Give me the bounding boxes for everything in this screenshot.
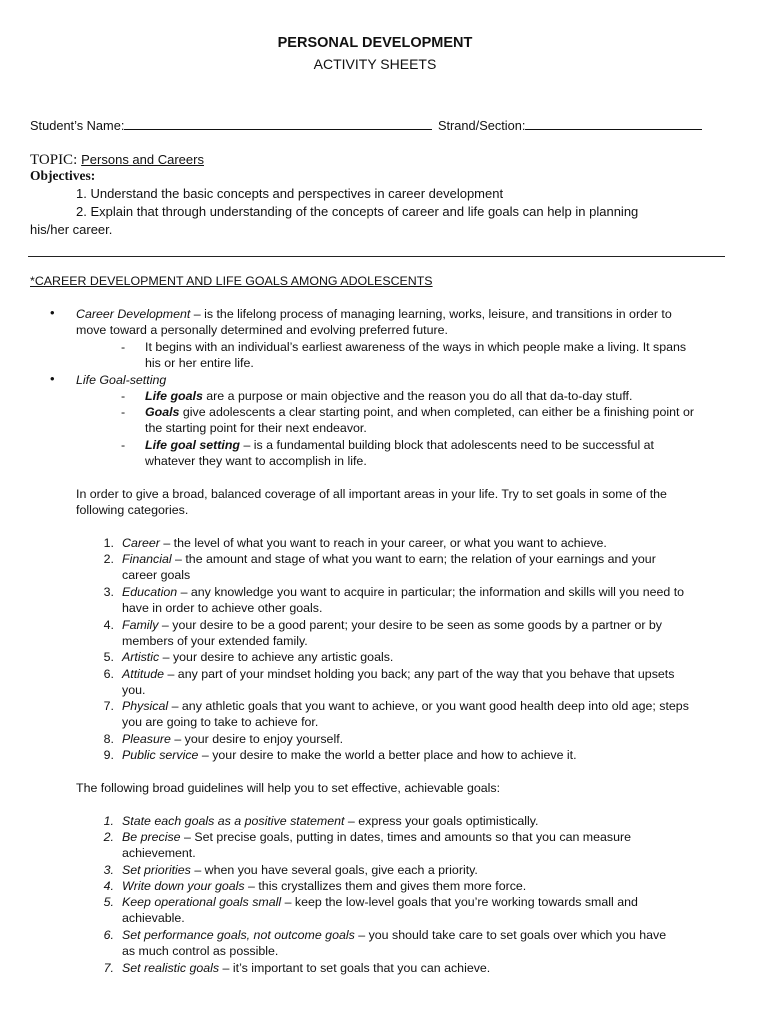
life-goals-line	[145, 388, 632, 404]
list-item-text: – express your goals optimistically.	[344, 814, 539, 828]
objective-1	[30, 185, 725, 203]
list-item	[122, 927, 666, 943]
list-item-term: Set priorities	[122, 863, 191, 877]
dash-icon: -	[121, 389, 126, 403]
list-item-number: 5.	[103, 895, 114, 909]
objective-2-line1	[30, 203, 725, 221]
list-item-number: 4.	[103, 618, 114, 632]
strand-section-label: Strand/Section:	[437, 118, 526, 133]
list-item	[122, 666, 674, 682]
list-item-text: – the amount and stage of what you want to earn; the relation of your earnings and your	[171, 552, 656, 566]
section-heading: *CAREER DEVELOPMENT AND LIFE GOALS AMONG ADOLESCENTS	[30, 274, 433, 288]
goals-text: give adolescents a clear starting point, and when completed, can either be a finishing point or	[179, 405, 694, 419]
list-item-number: 1.	[103, 814, 114, 828]
list-item-term: Career	[122, 536, 160, 550]
list-item-continuation: achievement.	[122, 846, 196, 860]
list-item-text: – your desire to enjoy yourself.	[170, 732, 344, 746]
life-goal-setting-term	[76, 372, 166, 388]
student-info-line	[30, 117, 730, 134]
list-item	[122, 747, 577, 763]
career-development-text: – is the lifelong process of managing learning, works, leisure, and transitions in order to	[190, 307, 672, 321]
list-item-term: Public service	[122, 748, 199, 762]
life-goal-setting-line2: whatever they want to accomplish in life.	[145, 454, 367, 468]
objective-1-text: 1. Understand the basic concepts and perspectives in career development	[76, 186, 504, 201]
list-item-term: Physical	[122, 699, 169, 713]
life-goal-setting-line1	[145, 437, 654, 453]
list-item	[122, 698, 689, 714]
list-item	[122, 862, 478, 878]
topic-line	[30, 151, 204, 168]
list-item-term: Financial	[122, 552, 172, 566]
list-item-number: 2.	[103, 830, 114, 844]
life-goal-setting-sub-term: Life goal setting	[145, 438, 240, 452]
career-development-line2: move toward a personally determined and evolving preferred future.	[76, 323, 448, 337]
career-development-term: Career Development	[76, 307, 191, 321]
list-item-term: Keep operational goals small	[122, 895, 282, 909]
list-item-number: 3.	[103, 863, 114, 877]
goals-line2: the starting point for their next endeavor.	[145, 421, 367, 435]
bullet-icon: •	[50, 371, 55, 386]
list-item-number: 4.	[103, 879, 114, 893]
list-item-text: – any part of your mindset holding you back; any part of the way that you behave that upsets	[164, 667, 675, 681]
list-item-number: 9.	[103, 748, 114, 762]
list-item	[122, 584, 684, 600]
list-item-number: 7.	[103, 699, 114, 713]
career-development-line1	[76, 306, 672, 322]
list-item-text: – your desire to achieve any artistic goals.	[159, 650, 394, 664]
dash-icon: -	[121, 405, 126, 419]
horizontal-rule	[28, 256, 725, 257]
goals-line1	[145, 404, 694, 420]
student-name-label: Student’s Name:	[30, 118, 125, 133]
list-item-text: – this crystallizes them and gives them more force.	[244, 879, 527, 893]
list-item	[122, 960, 490, 976]
list-item-continuation: you are going to take to achieve for.	[122, 715, 319, 729]
document-subtitle: ACTIVITY SHEETS	[313, 56, 437, 72]
list-item-number: 6.	[103, 667, 114, 681]
career-sub1-line1: It begins with an individual’s earliest awareness of the ways in which people make a living. It spans	[145, 340, 687, 354]
list-item-text: – your desire to be a good parent; your desire to be seen as some goods by a partner or by	[158, 618, 662, 632]
dash-icon: -	[121, 340, 126, 354]
objective-2-text: 2. Explain that through understanding of the concepts of career and life goals can help in planning	[76, 204, 639, 219]
list-item-term: Write down your goals	[122, 879, 245, 893]
document-title: PERSONAL DEVELOPMENT	[277, 35, 473, 51]
list-item-continuation: have in order to achieve other goals.	[122, 601, 323, 615]
list-item-continuation: you.	[122, 683, 146, 697]
objective-2-line2: his/her career.	[30, 222, 113, 237]
list-item	[122, 731, 343, 747]
list-item-term: Artistic	[122, 650, 160, 664]
list-item-term: Family	[122, 618, 159, 632]
strand-section-field[interactable]	[525, 117, 702, 130]
list-item-text: – the level of what you want to reach in your career, or what you want to achieve.	[159, 536, 607, 550]
list-item	[122, 813, 538, 829]
student-name-field[interactable]	[124, 117, 432, 130]
list-item-text: – keep the low-level goals that you’re working towards small and	[281, 895, 638, 909]
guidelines-intro: The following broad guidelines will help you to set effective, achievable goals:	[76, 781, 501, 795]
list-item	[122, 894, 638, 910]
list-item-continuation: as much control as possible.	[122, 944, 279, 958]
list-item	[122, 829, 631, 845]
life-goal-setting-text: – is a fundamental building block that adolescents need to be successful at	[240, 438, 654, 452]
list-item-text: – your desire to make the world a better place and how to achieve it.	[198, 748, 577, 762]
list-item-term: Pleasure	[122, 732, 171, 746]
life-goal-setting-label: Life Goal-setting	[76, 373, 167, 387]
life-goals-text: are a purpose or main objective and the reason you do all that da-to-day stuff.	[202, 389, 633, 403]
life-goals-term: Life goals	[145, 389, 203, 403]
list-item-term: State each goals as a positive statement	[122, 814, 345, 828]
list-item-number: 5.	[103, 650, 114, 664]
list-item-text: – Set precise goals, putting in dates, times and amounts so that you can measure	[180, 830, 631, 844]
list-item-text: – any athletic goals that you want to achieve, or you want good health deep into old age; steps	[168, 699, 689, 713]
list-item	[122, 535, 607, 551]
list-item-text: – you should take care to set goals over which you have	[354, 928, 667, 942]
topic-label: TOPIC:	[30, 152, 78, 168]
categories-intro-line1: In order to give a broad, balanced coverage of all important areas in your life. Try to set goals in some of the	[76, 487, 667, 501]
topic-value: Persons and Careers	[81, 152, 204, 167]
list-item-number: 1.	[103, 536, 114, 550]
list-item-number: 7.	[103, 961, 114, 975]
list-item	[122, 551, 656, 567]
list-item-text: – it’s important to set goals that you can achieve.	[219, 961, 491, 975]
categories-intro-line2: following categories.	[76, 503, 189, 517]
list-item-text: – any knowledge you want to acquire in particular; the information and skills will you need to	[177, 585, 685, 599]
list-item-term: Education	[122, 585, 178, 599]
career-sub1-line2: his or her entire life.	[145, 356, 254, 370]
list-item	[122, 649, 393, 665]
list-item-continuation: career goals	[122, 568, 191, 582]
list-item-number: 3.	[103, 585, 114, 599]
list-item-number: 8.	[103, 732, 114, 746]
list-item-term: Set realistic goals	[122, 961, 220, 975]
list-item-continuation: achievable.	[122, 911, 185, 925]
list-item-term: Set performance goals, not outcome goals	[122, 928, 355, 942]
list-item	[122, 617, 662, 633]
list-item-number: 6.	[103, 928, 114, 942]
list-item-number: 2.	[103, 552, 114, 566]
goals-term: Goals	[145, 405, 180, 419]
objectives-label: Objectives:	[30, 168, 96, 183]
list-item-term: Attitude	[122, 667, 165, 681]
bullet-icon: •	[50, 305, 55, 320]
list-item-continuation: members of your extended family.	[122, 634, 308, 648]
list-item-text: – when you have several goals, give each a priority.	[190, 863, 478, 877]
list-item	[122, 878, 526, 894]
dash-icon: -	[121, 438, 126, 452]
list-item-term: Be precise	[122, 830, 181, 844]
